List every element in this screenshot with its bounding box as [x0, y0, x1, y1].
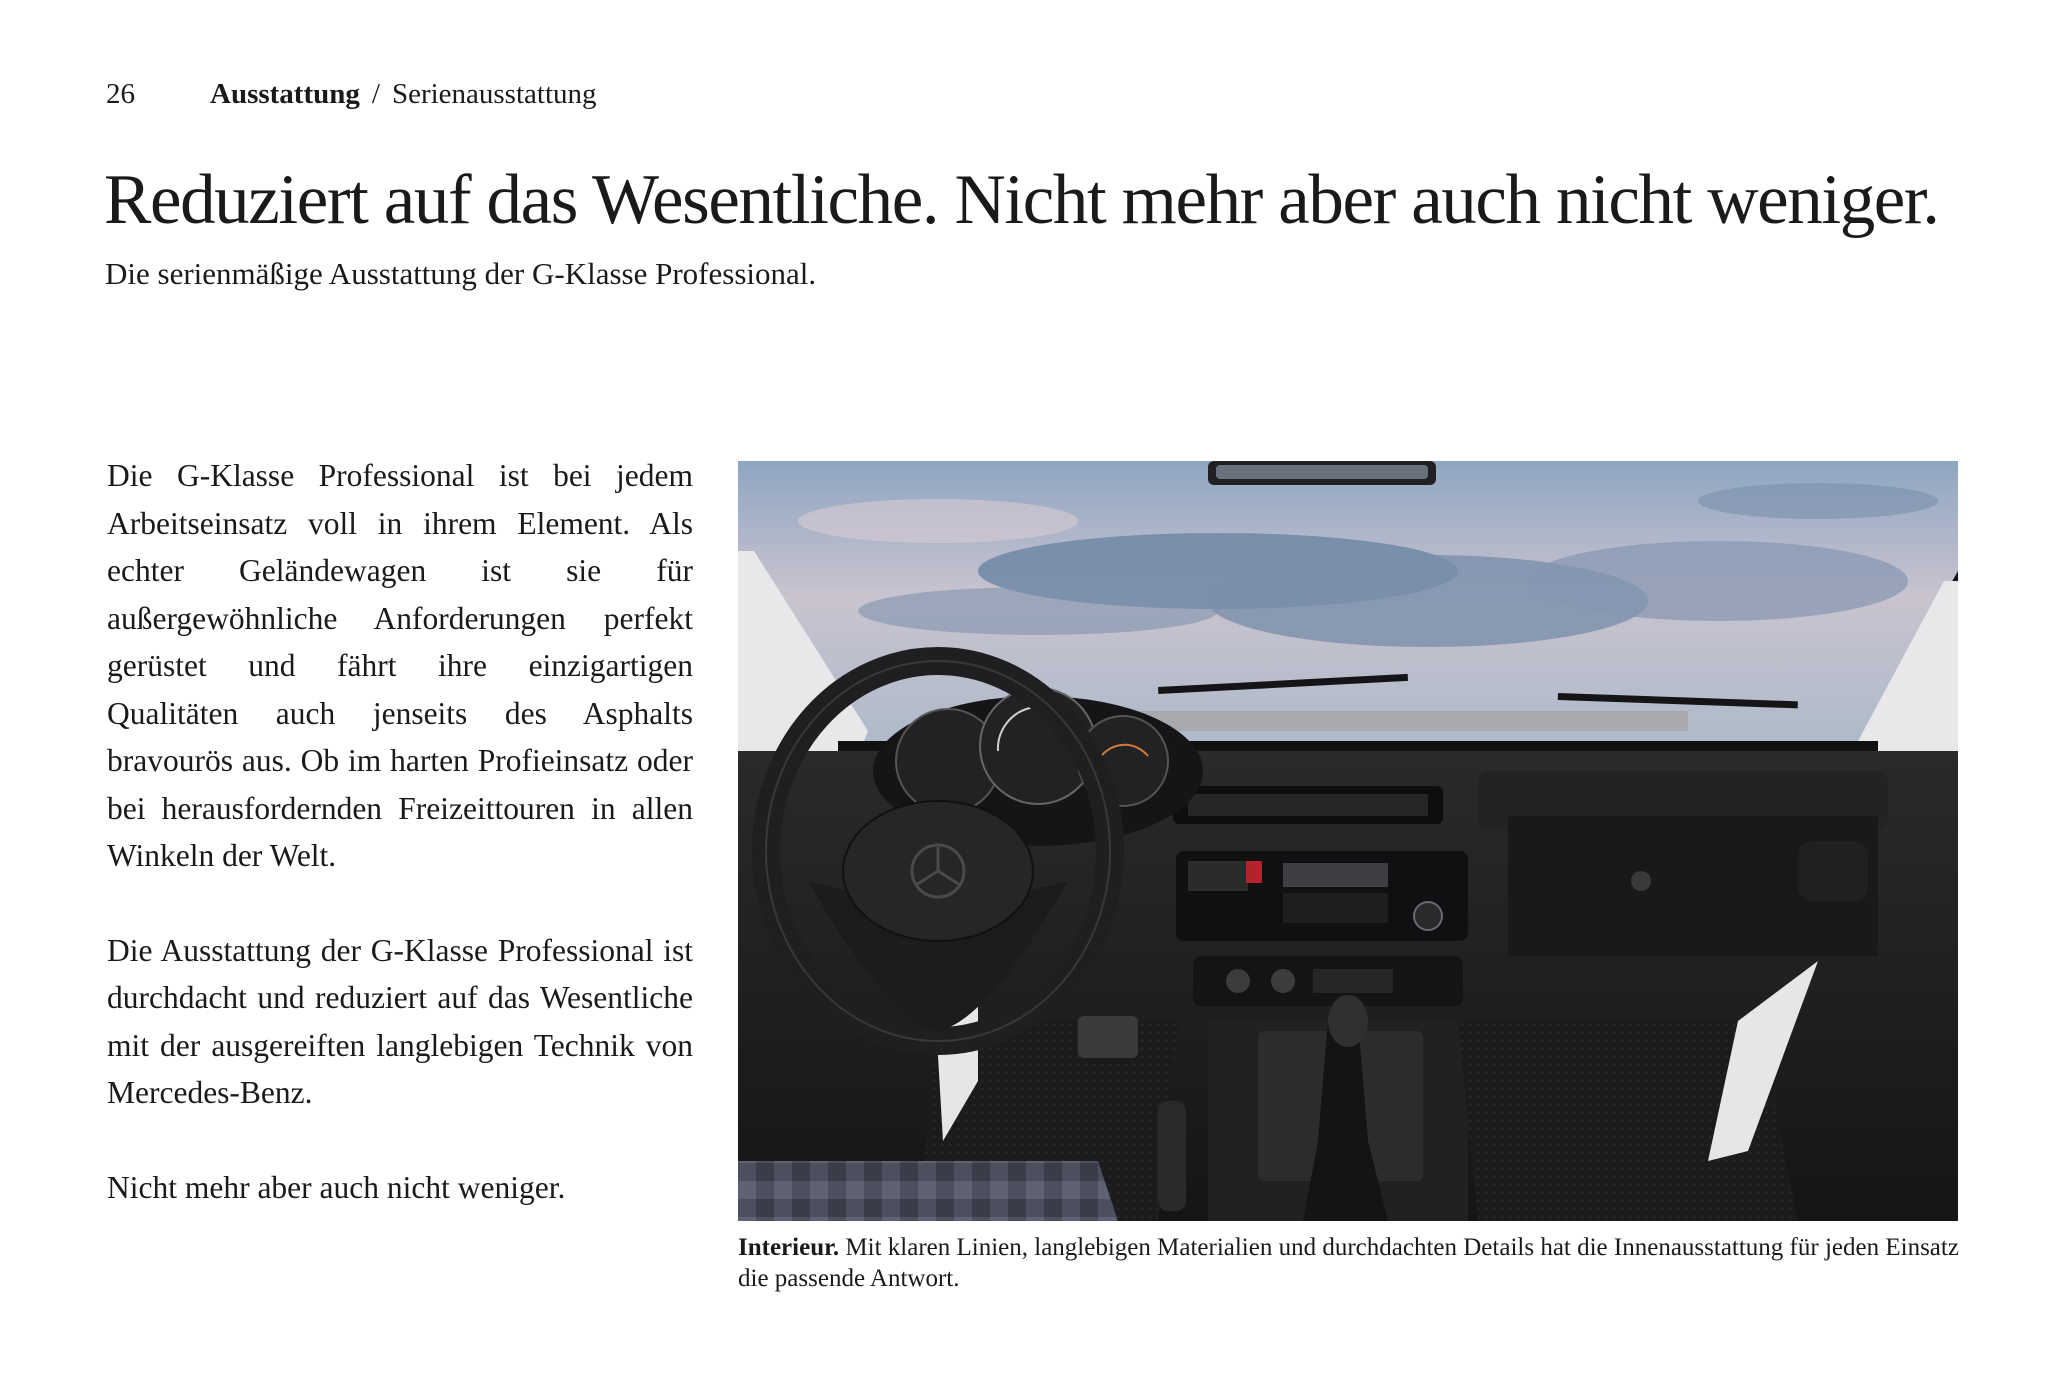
body-text: [107, 452, 693, 1258]
page-number: 26: [106, 78, 135, 110]
interior-photo: [738, 461, 1958, 1221]
page-subheadline: Die serienmäßige Ausstattung der G-Klasse Professional.: [105, 256, 817, 291]
photo-caption: [738, 1232, 1968, 1294]
breadcrumb-separator: /: [371, 78, 380, 110]
caption-text: Mit klaren Linien, langlebigen Materialien und durchdachten Details hat die Innenausstattung für jeden Einsatz die passende Antwort.: [738, 1234, 1959, 1292]
center-console: [1173, 786, 1468, 1221]
handbrake: [1158, 1101, 1186, 1211]
pedals: [1078, 1016, 1138, 1058]
subsection-title: Serienausstattung: [391, 78, 597, 110]
caption-label: Interieur.: [738, 1234, 840, 1261]
body-paragraph: Die G-Klasse Professional ist bei jedem Arbeitseinsatz voll in ihrem Element. Als echter Geländewagen ist sie für außergewöhnliche Anforderungen perfekt gerüstet und fährt ihre einzigartigen Qualitäten auch jenseits des Asphalts bravourös aus. Ob im harten Profieinsatz oder bei herausfordernden Freizeittouren in allen Winkeln der Welt.: [107, 458, 693, 873]
seat-fabric: [738, 1161, 1118, 1221]
page-headline: Reduziert auf das Wesentliche. Nicht mehr aber auch nicht weniger.: [104, 161, 1939, 239]
section-title: Ausstattung: [210, 78, 360, 110]
body-paragraph: Die Ausstattung der G-Klasse Professional ist durchdacht und reduziert auf das Wesentliche mit der ausgereiften langlebigen Technik von Mercedes-Benz.: [107, 932, 693, 1110]
rearview-mirror: [1208, 461, 1436, 485]
running-header: [106, 78, 597, 111]
body-paragraph: Nicht mehr aber auch nicht weniger.: [107, 1169, 566, 1205]
